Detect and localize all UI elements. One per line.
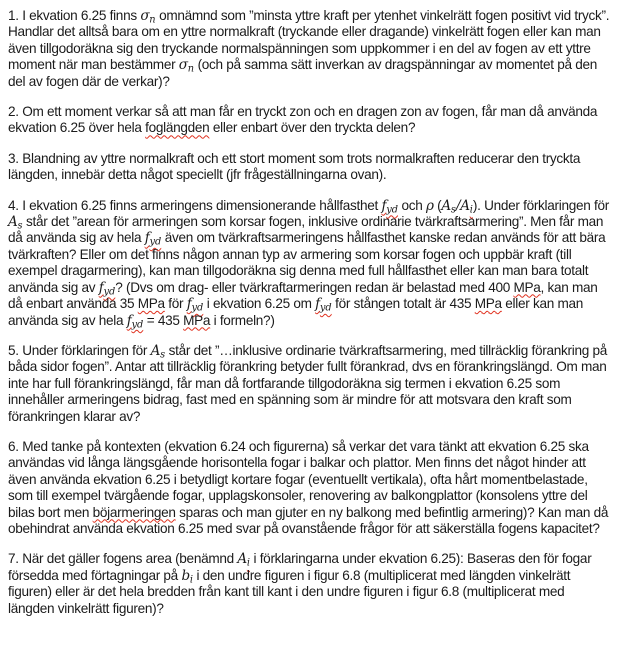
text-run: står det ”…inklusive ordinarie tvärkraftsarmering, med tillräcklig förankring på båda sidor fogen”. Antar att tillräcklig förankring betyder fullt förankrad, dvs en förankringslängd. Om man inte har full förankringslängd, får man då fortfarande tillgodoräkna sig termen i ekvation 6.25 som innehåller armeringens bidrag, fast med en spänning som är mindre för att motsvara den kraft som förankringen klarar av? <box>8 342 607 424</box>
math-symbol: yd <box>319 302 332 314</box>
text-run: ? (Dvs om drag- eller tvärkraftarmeringen redan är belastad med 400 <box>115 279 514 295</box>
math-symbol: i <box>246 558 251 570</box>
text-run: eller kan man använda sig av hela <box>8 296 583 328</box>
math-symbol: i <box>469 204 473 216</box>
text-run: i formeln?) <box>210 312 275 328</box>
text-run: (och på samma sätt inverkan av dragspänningar av momentet på den del av fogen där de verkar)? <box>8 57 597 89</box>
paragraph-question-4 <box>8 198 611 329</box>
math-symbol: f <box>186 296 192 313</box>
math-symbol: n <box>149 14 156 26</box>
math-symbol: s <box>160 349 166 361</box>
paragraph-question-1 <box>8 8 611 90</box>
misspelled-text-run: foglängden <box>145 120 210 136</box>
text-run: i ekvation 6.25 om <box>203 296 316 312</box>
math-symbol: n <box>187 63 195 75</box>
math-symbol: yd <box>191 302 204 314</box>
document-content <box>8 8 611 617</box>
paragraph-question-6 <box>8 439 611 537</box>
math-symbol: yd <box>149 237 162 249</box>
math-symbol: A <box>460 197 470 214</box>
math-symbol: f <box>98 279 104 296</box>
math-symbol: b <box>181 567 190 584</box>
text-run: , kan man då enbart använda 35 <box>8 279 598 312</box>
math-symbol: yd <box>131 319 144 331</box>
math-symbol: f <box>381 197 387 214</box>
text-run: ( <box>433 197 442 213</box>
text-run: omnämnd som ”minsta yttre kraft per ytenhet vinkelrätt fogen positivt vid tryck”. Handlar det alltså bara om en yttre normalkraft (tryckande eller dragande) vinkelrätt fogen eller kan man även tillgodoräkna sig den tryckande normalspänningen som uppkommer i en del av fogen av ett yttre moment när man bestämmer <box>8 8 610 73</box>
math-symbol: / <box>455 197 461 214</box>
math-symbol: σ <box>178 57 188 74</box>
misspelled-text-run: MPa <box>183 312 211 328</box>
text-run: ). Under förklaringen för <box>472 197 609 213</box>
math-symbol: s <box>450 204 456 216</box>
math-symbol: A <box>8 214 18 231</box>
math-symbol: f <box>315 296 320 313</box>
paragraph-question-7 <box>8 551 611 617</box>
math-symbol: yd <box>386 204 398 216</box>
paragraph-question-2 <box>8 104 611 137</box>
text-run: 3. Blandning av yttre normalkraft och ett stort moment som trots normalkraften reducerar den tryckta längden, innebär detta något speciellt (jfr frågeställningarna ovan). <box>8 150 581 183</box>
math-symbol: f <box>126 312 132 329</box>
text-run: = 435 <box>143 312 184 328</box>
text-run: 5. Under förklaringen för <box>8 342 151 358</box>
math-symbol: yd <box>103 286 116 298</box>
paragraph-question-5 <box>8 343 611 425</box>
text-run: står det ”arean för armeringen som korsar fogen, inklusive ordinarie tvärkraftsarmering”. Men får man då använda sig av hela <box>8 214 604 246</box>
math-symbol: A <box>150 342 161 359</box>
text-run: 7. När det gäller fogens area (benämnd <box>8 551 238 567</box>
math-symbol: A <box>237 551 247 568</box>
text-run: även om tvärkraftsarmeringens hållfasthet kanske redan används för att bära tvärkraften? Eller om det finns någon annan typ av armering som korsar fogen och uppbär kraft (till exempel dragarmering), kan man tillgodoräkna sig denna med full hållfasthet eller kan man bara totalt använda sig av <box>8 230 606 295</box>
text-run: 1. I ekvation 6.25 finns <box>8 8 141 23</box>
text-run: eller enbart över den tryckta delen? <box>209 120 416 136</box>
text-run: sparas och man gjuter en ny balkong med befintlig armering)? Kan man då obehindrat använda ekvation 6.25 med svar på ovanstående frågor för att säkerställa fogens kapacitet? <box>8 504 609 536</box>
math-symbol: f <box>144 230 150 247</box>
misspelled-text-run: MPa <box>474 296 502 312</box>
text-run: 6. Med tanke på kontexten (ekvation 6.24 och figurerna) så verkar det vara tänkt att ekvation 6.25 ska användas vid långa längsgående horisontella fogar i balkar och plattor. Men finns det något hinder att även använda ekvation 6.25 i betydligt kortare fogar (eventuellt vertikala), ofta hårt momentbelastade, som till exempel tvärgående fogar, upplagskonsoler, renovering av balkongplattor (konsolens yttre del bilas bort men <box>8 438 589 520</box>
text-run: för stången totalt är 435 <box>331 296 475 312</box>
misspelled-text-run: MPa <box>137 296 165 312</box>
text-run: 2. Om ett moment verkar så att man får en tryckt zon och en dragen zon av fogen, får man då använda ekvation 6.25 över hela <box>8 104 598 136</box>
math-symbol: i <box>189 574 193 586</box>
math-symbol: s <box>17 220 23 232</box>
misspelled-text-run: MPa <box>513 279 541 295</box>
text-run: 4. I ekvation 6.25 finns armeringens dimensionerande hållfasthet <box>8 197 382 213</box>
paragraph-question-3 <box>8 151 611 184</box>
math-symbol: ρ <box>425 197 434 214</box>
text-run: och <box>397 197 426 213</box>
math-symbol: σ <box>140 8 150 24</box>
text-run: för <box>164 296 187 312</box>
text-run: i förklaringarna under ekvation 6.25): Baseras den för fogar försedda med förtagningar på <box>8 551 592 583</box>
math-symbol: A <box>441 197 451 214</box>
misspelled-text-run: böjarmeringen <box>92 504 176 520</box>
text-run: i den undre figuren i figur 6.8 (multiplicerat med längden vinkelrätt figuren) eller är det hela bredden från kant till kant i den undre figuren i figur 6.8 (multiplicerat med längden vinkelrätt figuren)? <box>8 567 571 616</box>
